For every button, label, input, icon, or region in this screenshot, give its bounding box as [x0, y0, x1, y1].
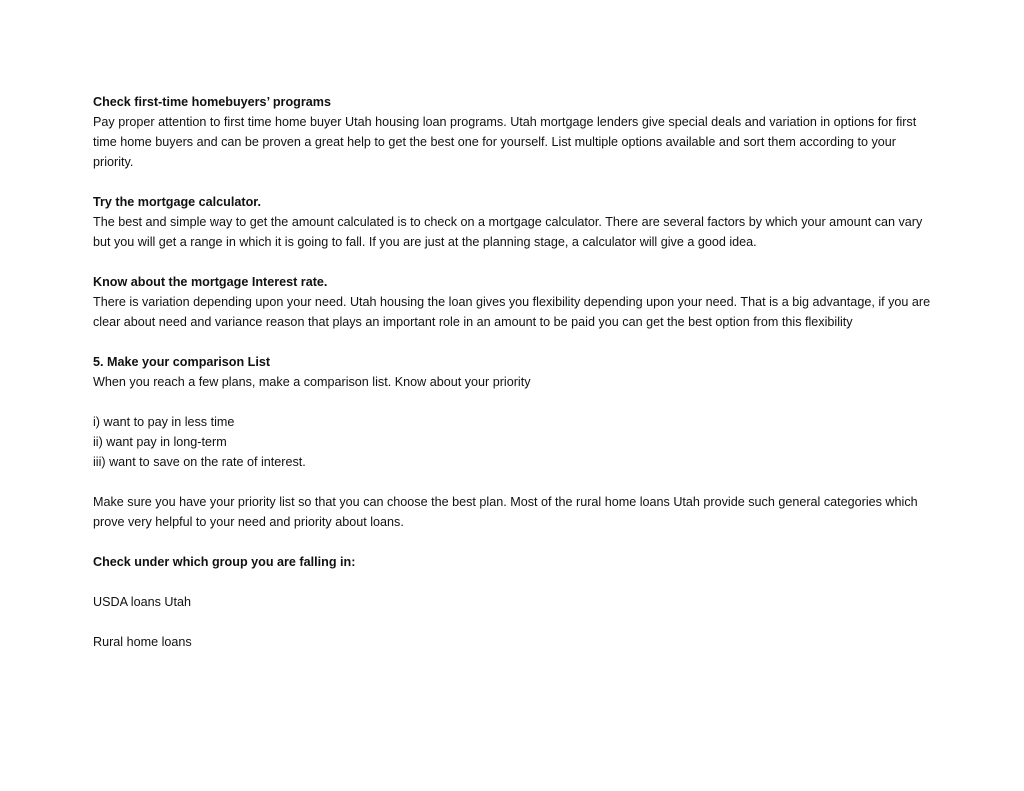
- list-item: iii) want to save on the rate of interest.: [93, 455, 306, 469]
- section-body: The best and simple way to get the amount calculated is to check on a mortgage calculator. There are several factors by which your amount can vary but you will get a range in which it is going to fall. If you are just at the planning stage, a calculator will give a good idea.: [93, 215, 923, 249]
- section-first-time-programs: [93, 92, 935, 172]
- section-heading: Know about the mortgage Interest rate.: [93, 275, 328, 289]
- section-comparison-list: [93, 352, 935, 392]
- section-interest-rate: [93, 272, 935, 332]
- group-heading-block: [93, 552, 935, 572]
- section-heading: Try the mortgage calculator.: [93, 195, 261, 209]
- section-heading: 5. Make your comparison List: [93, 355, 271, 369]
- priority-list: [93, 412, 935, 472]
- section-body: When you reach a few plans, make a comparison list. Know about your priority: [93, 375, 531, 389]
- section-body: There is variation depending upon your need. Utah housing the loan gives you flexibility depending upon your need. That is a big advantage, if you are clear about need and variance reason that plays an important role in an amount to be paid you can get the best option from this flexibility: [93, 295, 931, 329]
- group-item-block: [93, 592, 935, 612]
- list-item: ii) want pay in long-term: [93, 435, 227, 449]
- section-mortgage-calculator: [93, 192, 935, 252]
- group-item: USDA loans Utah: [93, 595, 192, 609]
- section-heading: Check first-time homebuyers’ programs: [93, 95, 331, 109]
- closing-paragraph: Make sure you have your priority list so that you can choose the best plan. Most of the rural home loans Utah provide such general categories which prove very helpful to your need and priority about loans.: [93, 495, 918, 529]
- list-item: i) want to pay in less time: [93, 415, 235, 429]
- group-item: Rural home loans: [93, 635, 192, 649]
- document-page: [93, 92, 935, 672]
- closing-paragraph-block: [93, 492, 935, 532]
- group-item-block: [93, 632, 935, 652]
- section-body: Pay proper attention to first time home buyer Utah housing loan programs. Utah mortgage lenders give special deals and variation in options for first time home buyers and can be proven a great help to get the best one for yourself. List multiple options available and sort them according to your priority.: [93, 115, 917, 169]
- group-heading: Check under which group you are falling in:: [93, 555, 356, 569]
